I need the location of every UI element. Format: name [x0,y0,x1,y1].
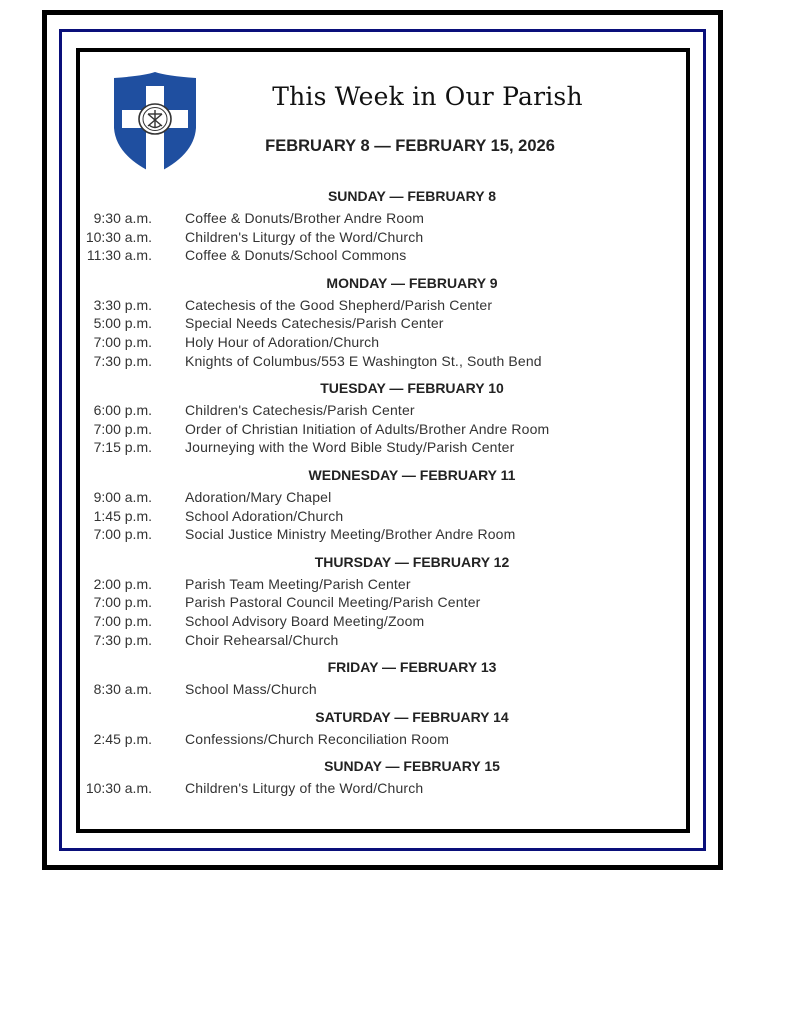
day-heading: SUNDAY — FEBRUARY 8 [327,188,497,204]
day-heading: SUNDAY — FEBRUARY 15 [324,758,500,775]
event-time: 7:00 p.m. [93,333,152,350]
event-description: Special Needs Catechesis/Parish Center [185,315,444,332]
event-description: Children's Liturgy of the Word/Church [185,780,424,797]
event-row [80,209,686,228]
event-row [80,779,686,798]
event-time: 2:00 p.m. [93,575,152,592]
day-section [80,707,686,749]
event-description: Order of Christian Initiation of Adults/Brother Andre Room [185,420,550,437]
event-description: Coffee & Donuts/School Commons [185,247,407,264]
event-row [80,352,686,371]
page-title: This Week in Our Parish [272,82,583,111]
event-row [80,296,686,315]
event-description: Coffee & Donuts/Brother Andre Room [185,210,425,226]
event-description: Journeying with the Word Bible Study/Parish Center [185,439,515,456]
event-description: Catechesis of the Good Shepherd/Parish Center [185,296,493,313]
day-section [80,756,686,798]
day-heading: MONDAY — FEBRUARY 9 [326,274,498,291]
event-row [80,333,686,352]
event-row [80,593,686,612]
day-section [80,657,686,699]
event-description: Knights of Columbus/553 E Washington St., South Bend [185,352,542,369]
event-row [80,507,686,526]
event-time: 11:30 a.m. [86,247,152,264]
event-time: 10:30 a.m. [85,780,152,797]
event-time: 7:00 p.m. [93,526,152,543]
day-heading: SATURDAY — FEBRUARY 14 [315,708,509,725]
date-range: FEBRUARY 8 — FEBRUARY 15, 2026 [265,137,555,155]
event-row [80,438,686,457]
event-time: 3:30 p.m. [93,296,152,313]
day-section [80,378,686,457]
parish-shield-logo-icon [112,70,198,176]
event-description: School Adoration/Church [185,507,344,524]
event-row [80,680,686,699]
event-time: 7:30 p.m. [93,631,152,648]
day-section [80,552,686,649]
day-section [80,273,686,370]
day-heading: WEDNESDAY — FEBRUARY 11 [308,466,516,483]
event-time: 7:00 p.m. [93,612,152,629]
event-time: 9:00 a.m. [93,488,152,505]
event-row [80,420,686,439]
event-time: 10:30 a.m. [85,228,152,245]
event-time: 8:30 a.m. [93,681,152,698]
day-section [80,186,686,265]
event-description: Confessions/Church Reconciliation Room [185,730,450,747]
event-time: 1:45 p.m. [93,507,152,524]
event-description: School Advisory Board Meeting/Zoom [185,612,425,629]
event-time: 7:00 p.m. [93,420,152,437]
event-row [80,631,686,650]
event-row [80,575,686,594]
event-description: Parish Pastoral Council Meeting/Parish Center [185,594,481,611]
event-row [80,730,686,749]
weekly-schedule [80,186,686,806]
event-row [80,314,686,333]
event-time: 2:45 p.m. [93,730,152,747]
event-description: Choir Rehearsal/Church [185,631,339,648]
event-description: Parish Team Meeting/Parish Center [185,575,411,592]
event-row [80,228,686,247]
event-time: 5:00 p.m. [93,315,152,332]
event-description: Adoration/Mary Chapel [185,488,332,505]
event-row [80,246,686,265]
event-row [80,612,686,631]
event-description: Holy Hour of Adoration/Church [185,333,380,350]
event-description: Children's Catechesis/Parish Center [185,402,415,419]
event-time: 7:30 p.m. [93,352,152,369]
event-description: School Mass/Church [185,681,317,698]
event-row [80,488,686,507]
event-row [80,401,686,420]
event-time: 7:15 p.m. [93,439,152,456]
day-heading: FRIDAY — FEBRUARY 13 [327,659,497,676]
event-time: 7:00 p.m. [93,594,152,611]
event-description: Social Justice Ministry Meeting/Brother Andre Room [185,526,516,543]
event-row [80,525,686,544]
event-time: 6:00 p.m. [93,402,152,419]
event-time: 9:30 a.m. [93,210,152,226]
event-description: Children's Liturgy of the Word/Church [185,228,424,245]
day-heading: THURSDAY — FEBRUARY 12 [314,553,510,570]
day-section [80,465,686,544]
day-heading: TUESDAY — FEBRUARY 10 [320,380,504,397]
